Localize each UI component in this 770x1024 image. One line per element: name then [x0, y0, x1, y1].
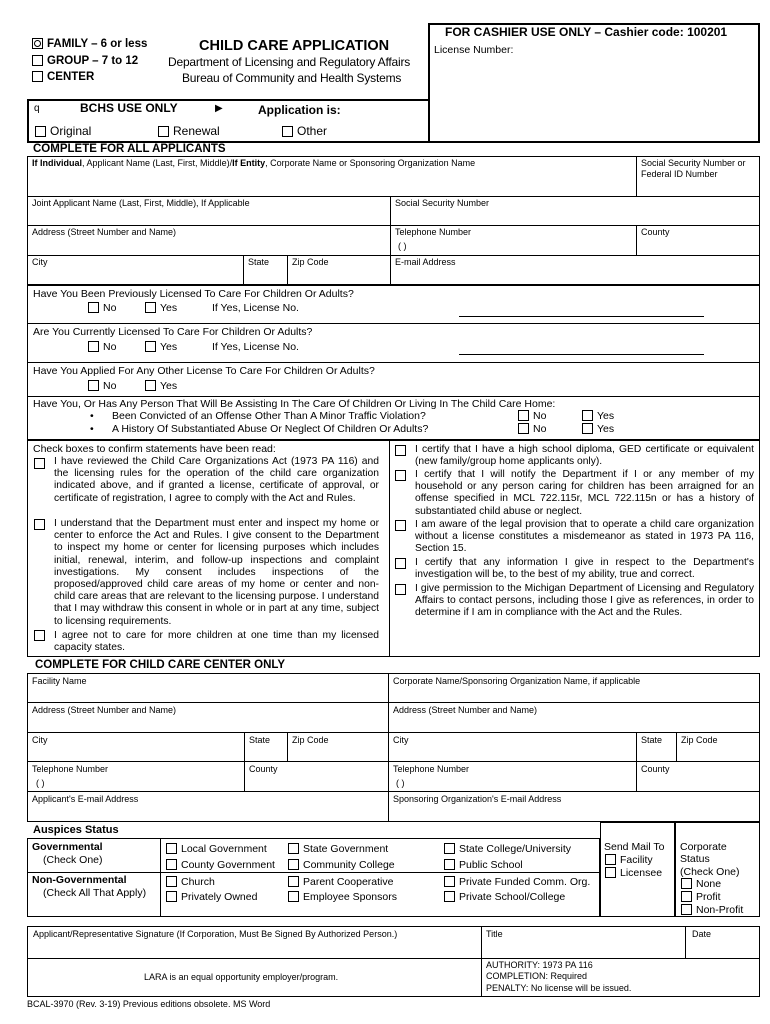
employee-sponsors-label: Employee Sponsors: [303, 891, 397, 903]
signature-field[interactable]: [30, 940, 478, 957]
corp-none-checkbox[interactable]: [681, 878, 692, 889]
center-corp-city-label: City: [393, 735, 409, 745]
app-other-label: Other: [297, 124, 328, 138]
bullet-icon: •: [90, 423, 94, 435]
privately-owned-checkbox[interactable]: [166, 891, 177, 902]
signature-label: Applicant/Representative Signature (If Corporation, Must Be Signed By Authorized Person.): [33, 929, 398, 939]
q4b-yes-option[interactable]: [582, 423, 614, 435]
q3-yes-label: Yes: [160, 380, 178, 392]
private-school-label: Private School/College: [459, 891, 566, 903]
facility-family-checkbox[interactable]: [32, 38, 43, 49]
center-state-label: State: [249, 735, 271, 745]
mail-licensee-option[interactable]: [605, 867, 662, 879]
app-renewal-label: Renewal: [173, 124, 220, 138]
mail-facility-checkbox[interactable]: [605, 854, 616, 865]
stmt-left-3: I agree not to care for more children at one time than my licensed capacity states.: [54, 630, 379, 654]
auspice-local-gov[interactable]: [166, 843, 267, 855]
applicant-name-label: If Individual, Applicant Name (Last, First, Middle)/If Entity, Corporate Name or Sponsoring Organization Name: [32, 158, 476, 168]
send-mail-label: Send Mail To: [604, 841, 665, 853]
auspices-heading: Auspices Status: [33, 824, 119, 836]
question-convicted: Been Convicted of an Offense Other Than A Minor Traffic Violation?: [112, 410, 426, 422]
center-corp-zip-label: Zip Code: [681, 735, 718, 745]
cashier-title: FOR CASHIER USE ONLY – Cashier code: 100201: [445, 25, 728, 39]
corp-profit-label: Profit: [696, 891, 721, 903]
q3-no-checkbox[interactable]: [88, 380, 99, 391]
stmt-left-2: I understand that the Department must enter and inspect my home or center to enforce the Act and Rules. I give consent to the Department to inspect my home or center for licensing purposes which includes initial, renewal, interim, and follow-up inspections and complaint investigations. My consent includes inspections of the proposed/approved child care areas of my home or center and non-child care areas that are relevant to the licensing purpose. I understand that I may withdraw this consent in whole or in part at any time, subject to licensing requirements.: [54, 518, 379, 627]
stmt-right-2-checkbox[interactable]: [395, 470, 406, 481]
parent-coop-label: Parent Cooperative: [303, 876, 394, 888]
facility-group-label: GROUP – 7 to 12: [47, 55, 139, 67]
auspice-church[interactable]: [166, 876, 215, 888]
ssn-fed-label: Social Security Number or Federal ID Number: [641, 158, 746, 179]
q4b-yes-checkbox[interactable]: [582, 423, 593, 434]
q4a-no-checkbox[interactable]: [518, 410, 529, 421]
q2-no-option[interactable]: [88, 341, 116, 353]
community-college-checkbox[interactable]: [288, 859, 299, 870]
email-label: E-mail Address: [395, 257, 456, 267]
mail-facility-option[interactable]: [605, 854, 653, 866]
joint-applicant-field[interactable]: [30, 209, 386, 223]
local-gov-checkbox[interactable]: [166, 843, 177, 854]
auspice-state-university[interactable]: [444, 843, 571, 855]
auspice-private-school[interactable]: [444, 891, 565, 903]
ssn-label: Social Security Number: [395, 198, 490, 208]
stmt-right-1-checkbox[interactable]: [395, 445, 406, 456]
corp-nonprofit-label: Non-Profit: [696, 904, 744, 916]
q3-no-option[interactable]: [88, 380, 116, 392]
question-currently-licensed: Are You Currently Licensed To Care For Children Or Adults?: [33, 326, 313, 338]
q4b-yes-label: Yes: [597, 423, 615, 435]
gov-sub-label: (Check One): [43, 854, 103, 866]
state-label: State: [248, 257, 270, 267]
stmt-right-4-checkbox[interactable]: [395, 558, 406, 569]
zip-label: Zip Code: [292, 257, 329, 267]
q2-no-checkbox[interactable]: [88, 341, 99, 352]
center-only-heading: COMPLETE FOR CHILD CARE CENTER ONLY: [35, 659, 286, 671]
community-college-label: Community College: [303, 859, 395, 871]
corp-status-label: Corporate Status: [680, 841, 727, 865]
stmt-right-3: I am aware of the legal provision that to operate a child care organization without a license constitutes a misdemeanor as stated in 1973 PA 116, Section 15.: [415, 519, 754, 555]
q4a-yes-checkbox[interactable]: [582, 410, 593, 421]
facility-option-group[interactable]: [32, 55, 138, 67]
stmt-left-1-checkbox[interactable]: [34, 458, 45, 469]
penalty-text: PENALTY: No license will be issued.: [486, 983, 632, 993]
corp-nonprofit-checkbox[interactable]: [681, 904, 692, 915]
privately-owned-label: Privately Owned: [181, 891, 258, 903]
auspice-parent-coop[interactable]: [288, 876, 393, 888]
local-gov-label: Local Government: [181, 843, 267, 855]
state-gov-checkbox[interactable]: [288, 843, 299, 854]
joint-applicant-label: Joint Applicant Name (Last, First, Middle), If Applicable: [32, 198, 250, 208]
facility-group-checkbox[interactable]: [32, 55, 43, 66]
center-address-label: Address (Street Number and Name): [32, 705, 177, 715]
stmt-left-1: I have reviewed the Child Care Organizations Act (1973 PA 116) and the licensing rules for the operation of the child care organization indicated above, and if granted a license, certificate of approval, or certificate of registration, I agree to comply with the Act and Rules.: [54, 456, 379, 504]
q4a-no-option[interactable]: [518, 410, 546, 422]
form-id-footer: BCAL-3970 (Rev. 3-19) Previous editions obsolete. MS Word: [27, 999, 271, 1009]
corp-status-sub: (Check One): [680, 866, 740, 878]
app-original-label: Original: [50, 124, 92, 138]
question-applied-other: Have You Applied For Any Other License To Care For Children Or Adults?: [33, 365, 375, 377]
center-zip-label: Zip Code: [292, 735, 329, 745]
state-university-label: State College/University: [459, 843, 572, 855]
stmt-right-4: I certify that any information I give in respect to the Department's investigation will be, to the best of my ability, true and correct.: [415, 557, 754, 581]
phone-label: Telephone Number: [395, 227, 472, 237]
center-corp-phone-area: ( ): [396, 778, 405, 788]
applicant-name-field[interactable]: [30, 170, 633, 194]
nongov-sub-label: (Check All That Apply): [43, 887, 147, 899]
facility-option-family[interactable]: [32, 38, 147, 50]
mail-facility-label: Facility: [620, 854, 653, 866]
corp-profit-option[interactable]: [681, 891, 721, 903]
q3-yes-checkbox[interactable]: [145, 380, 156, 391]
q1-no-option[interactable]: [88, 302, 116, 314]
q1-no-checkbox[interactable]: [88, 302, 99, 313]
church-label: Church: [181, 876, 215, 888]
stmt-right-5-checkbox[interactable]: [395, 584, 406, 595]
corp-nonprofit-option[interactable]: [681, 904, 743, 916]
q4b-no-option[interactable]: [518, 423, 546, 435]
bureau-name: Bureau of Community and Health Systems: [182, 71, 402, 85]
question-previously-licensed: Have You Been Previously Licensed To Care For Children Or Adults?: [33, 288, 354, 300]
authority-text: AUTHORITY: 1973 PA 116: [486, 960, 593, 970]
all-applicants-heading: COMPLETE FOR ALL APPLICANTS: [33, 143, 226, 155]
private-funded-checkbox[interactable]: [444, 876, 455, 887]
facility-family-label: FAMILY – 6 or less: [47, 38, 148, 50]
facility-center-label: CENTER: [47, 71, 95, 83]
statements-intro: Check boxes to confirm statements have been read:: [33, 443, 276, 455]
private-school-checkbox[interactable]: [444, 891, 455, 902]
stmt-right-2: I certify that I will notify the Department if I or any member of my household or any person caring for children has been arraigned for an offense specified in MCL 722.115r, MCL 722.115n or has a history of substantiated child abuse or neglect.: [415, 469, 754, 517]
q1-if-yes-label: If Yes, License No.: [212, 302, 299, 314]
app-original-option[interactable]: [35, 124, 91, 138]
q4a-yes-label: Yes: [597, 410, 615, 422]
phone-area-code: ( ): [398, 241, 407, 251]
q4a-no-label: No: [533, 410, 547, 422]
stmt-right-1: I certify that I have a high school diploma, GED certificate or equivalent (new family/group home applicants only).: [415, 444, 754, 468]
q4b-no-label: No: [533, 423, 547, 435]
date-label: Date: [692, 929, 712, 939]
center-corp-county-label: County: [641, 764, 670, 774]
app-original-checkbox[interactable]: [35, 126, 46, 137]
corp-none-option[interactable]: [681, 878, 721, 890]
stmt-right-5: I give permission to the Michigan Department of Licensing and Regulatory Affairs to contact persons, including those I give as references, in order to determine if I am in compliance with the Act and the Rules.: [415, 583, 754, 619]
center-corp-address-label: Address (Street Number and Name): [393, 705, 538, 715]
q3-yes-option[interactable]: [145, 380, 177, 392]
q2-license-no-field[interactable]: [459, 354, 704, 355]
center-city-label: City: [32, 735, 48, 745]
city-label: City: [32, 257, 48, 267]
auspice-county-gov[interactable]: [166, 859, 275, 871]
private-funded-label: Private Funded Comm. Org.: [459, 876, 591, 888]
app-renewal-option[interactable]: [158, 124, 220, 138]
auspice-privately-owned[interactable]: [166, 891, 257, 903]
q1-yes-checkbox[interactable]: [145, 302, 156, 313]
corp-profit-checkbox[interactable]: [681, 891, 692, 902]
q2-no-label: No: [103, 341, 117, 353]
parent-coop-checkbox[interactable]: [288, 876, 299, 887]
app-other-checkbox[interactable]: [282, 126, 293, 137]
mail-licensee-checkbox[interactable]: [605, 867, 616, 878]
question-abuse-history: A History Of Substantiated Abuse Or Neglect Of Children Or Adults?: [112, 423, 429, 435]
state-university-checkbox[interactable]: [444, 843, 455, 854]
title-label: Title: [486, 929, 503, 939]
q4b-no-checkbox[interactable]: [518, 423, 529, 434]
gov-label: Governmental: [32, 841, 103, 853]
center-county-label: County: [249, 764, 278, 774]
nongov-label: Non-Governmental: [32, 874, 127, 886]
public-school-checkbox[interactable]: [444, 859, 455, 870]
stmt-left-3-checkbox[interactable]: [34, 630, 45, 641]
department-name: Department of Licensing and Regulatory Affairs: [168, 55, 411, 69]
bchs-q: q: [34, 103, 40, 114]
q1-license-no-field[interactable]: [459, 316, 704, 317]
q4a-yes-option[interactable]: [582, 410, 614, 422]
application-is-label: Application is:: [258, 103, 341, 117]
auspice-state-gov[interactable]: [288, 843, 388, 855]
applicant-email-label: Applicant's E-mail Address: [32, 794, 139, 804]
address-label: Address (Street Number and Name): [32, 227, 177, 237]
center-corp-state-label: State: [641, 735, 663, 745]
q1-yes-label: Yes: [160, 302, 178, 314]
auspice-employee-sponsors[interactable]: [288, 891, 397, 903]
facility-option-center[interactable]: [32, 71, 94, 83]
county-gov-checkbox[interactable]: [166, 859, 177, 870]
facility-center-checkbox[interactable]: [32, 71, 43, 82]
mail-licensee-label: Licensee: [620, 867, 663, 879]
state-gov-label: State Government: [303, 843, 389, 855]
q1-no-label: No: [103, 302, 117, 314]
employee-sponsors-checkbox[interactable]: [288, 891, 299, 902]
sponsor-email-label: Sponsoring Organization's E-mail Address: [393, 794, 562, 804]
auspice-community-college[interactable]: [288, 859, 395, 871]
q3-no-label: No: [103, 380, 117, 392]
q2-if-yes-label: If Yes, License No.: [212, 341, 299, 353]
bchs-label: BCHS USE ONLY: [80, 101, 178, 115]
form-title: CHILD CARE APPLICATION: [199, 38, 390, 54]
church-checkbox[interactable]: [166, 876, 177, 887]
stmt-right-3-checkbox[interactable]: [395, 520, 406, 531]
q2-yes-option[interactable]: [145, 341, 177, 353]
center-phone-area: ( ): [36, 778, 45, 788]
app-renewal-checkbox[interactable]: [158, 126, 169, 137]
corp-none-label: None: [696, 878, 722, 890]
app-other-option[interactable]: [282, 124, 327, 138]
question-assisting-persons: Have You, Or Has Any Person That Will Be Assisting In The Care Of Children Or Living In The Child Care Home:: [33, 398, 556, 410]
q1-yes-option[interactable]: [145, 302, 177, 314]
q2-yes-checkbox[interactable]: [145, 341, 156, 352]
center-phone-label: Telephone Number: [32, 764, 109, 774]
county-label: County: [641, 227, 670, 237]
auspice-private-funded[interactable]: [444, 876, 590, 888]
bullet-icon: •: [90, 410, 94, 422]
eoe-statement: LARA is an equal opportunity employer/program.: [144, 972, 339, 982]
county-gov-label: County Government: [181, 859, 275, 871]
center-corp-name-label: Corporate Name/Sponsoring Organization Name, if applicable: [393, 676, 641, 686]
license-number-label: License Number:: [434, 44, 514, 56]
completion-text: COMPLETION: Required: [486, 971, 588, 981]
center-facility-name-label: Facility Name: [32, 676, 87, 686]
center-corp-phone-label: Telephone Number: [393, 764, 470, 774]
stmt-left-2-checkbox[interactable]: [34, 519, 45, 530]
q2-yes-label: Yes: [160, 341, 178, 353]
auspice-public-school[interactable]: [444, 859, 523, 871]
facility-type-group: [32, 38, 172, 88]
public-school-label: Public School: [459, 859, 523, 871]
license-number-field[interactable]: [432, 58, 756, 140]
arrow-icon: ▶: [215, 103, 223, 114]
